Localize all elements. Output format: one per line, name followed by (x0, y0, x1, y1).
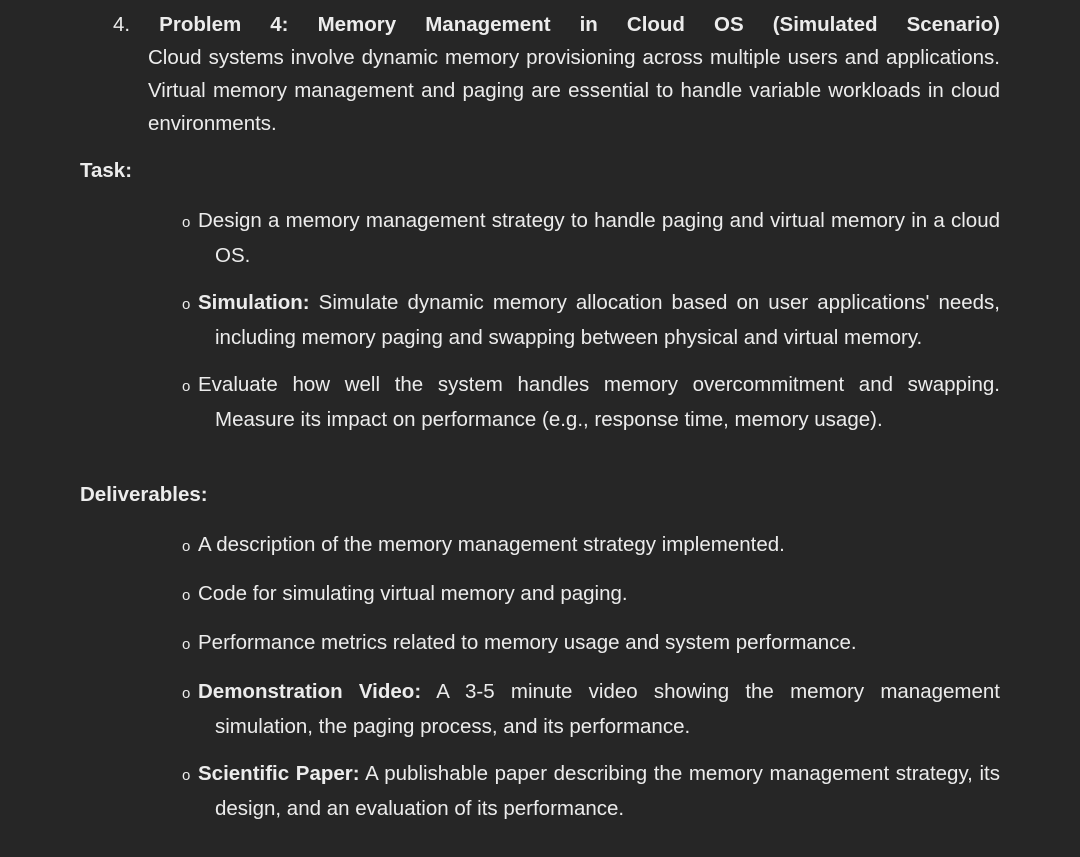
task-list (182, 204, 1000, 436)
item-label: Scientific Paper: (198, 762, 360, 785)
heading-word: Cloud (626, 13, 685, 36)
bullet-icon: o (182, 767, 191, 784)
list-item (182, 204, 1000, 272)
item-text: Simulate dynamic memory allocation based on user applications' needs, including memory paging and swapping between physical and virtual memory. (215, 291, 1000, 349)
item-text: Design a memory management strategy to handle paging and virtual memory in a cloud OS. (198, 209, 1000, 267)
item-label: Simulation: (198, 291, 310, 314)
heading-word: in (579, 13, 598, 36)
problem-description: Cloud systems involve dynamic memory provisioning across multiple users and applications. Virtual memory management and paging are essential to handle variable workloads in cloud environments. (148, 46, 1000, 135)
heading-word: Problem (159, 13, 242, 36)
list-item (182, 757, 1000, 825)
item-text: A publishable paper describing the memory management strategy, its design, and an evaluation of its performance. (215, 762, 1001, 820)
list-item (182, 675, 1000, 743)
bullet-icon: o (182, 378, 191, 395)
deliverables-title: Deliverables: (80, 483, 208, 506)
problem-section (113, 8, 1000, 140)
list-item (182, 286, 1000, 354)
bullet-icon: o (182, 538, 191, 555)
bullet-icon: o (182, 685, 191, 702)
heading-word: OS (714, 13, 744, 36)
heading-word: (Simulated (772, 13, 878, 36)
item-text: A 3-5 minute video showing the memory management simulation, the paging process, and its performance. (215, 680, 1000, 738)
problem-heading (113, 8, 1000, 41)
bullet-icon: o (182, 214, 191, 231)
item-text: Performance metrics related to memory usage and system performance. (198, 631, 857, 654)
task-title: Task: (80, 159, 133, 182)
list-item (182, 368, 1000, 436)
heading-word: Management (425, 13, 551, 36)
list-item (182, 577, 1000, 612)
bullet-icon: o (182, 636, 191, 653)
problem-number: 4. (113, 13, 131, 36)
bullet-icon: o (182, 587, 191, 604)
list-item (182, 528, 1000, 563)
deliverables-list (182, 528, 1000, 825)
bullet-icon: o (182, 296, 191, 313)
item-text: Evaluate how well the system handles memory overcommitment and swapping. Measure its impact on performance (e.g., response time, memory usage). (198, 373, 1000, 431)
heading-word: Memory (317, 13, 397, 36)
heading-word: 4: (270, 13, 289, 36)
list-item (182, 626, 1000, 661)
item-text: A description of the memory management strategy implemented. (198, 533, 785, 556)
item-label: Demonstration Video: (198, 680, 422, 703)
heading-word: Scenario) (906, 13, 1000, 36)
item-text: Code for simulating virtual memory and paging. (198, 582, 628, 605)
